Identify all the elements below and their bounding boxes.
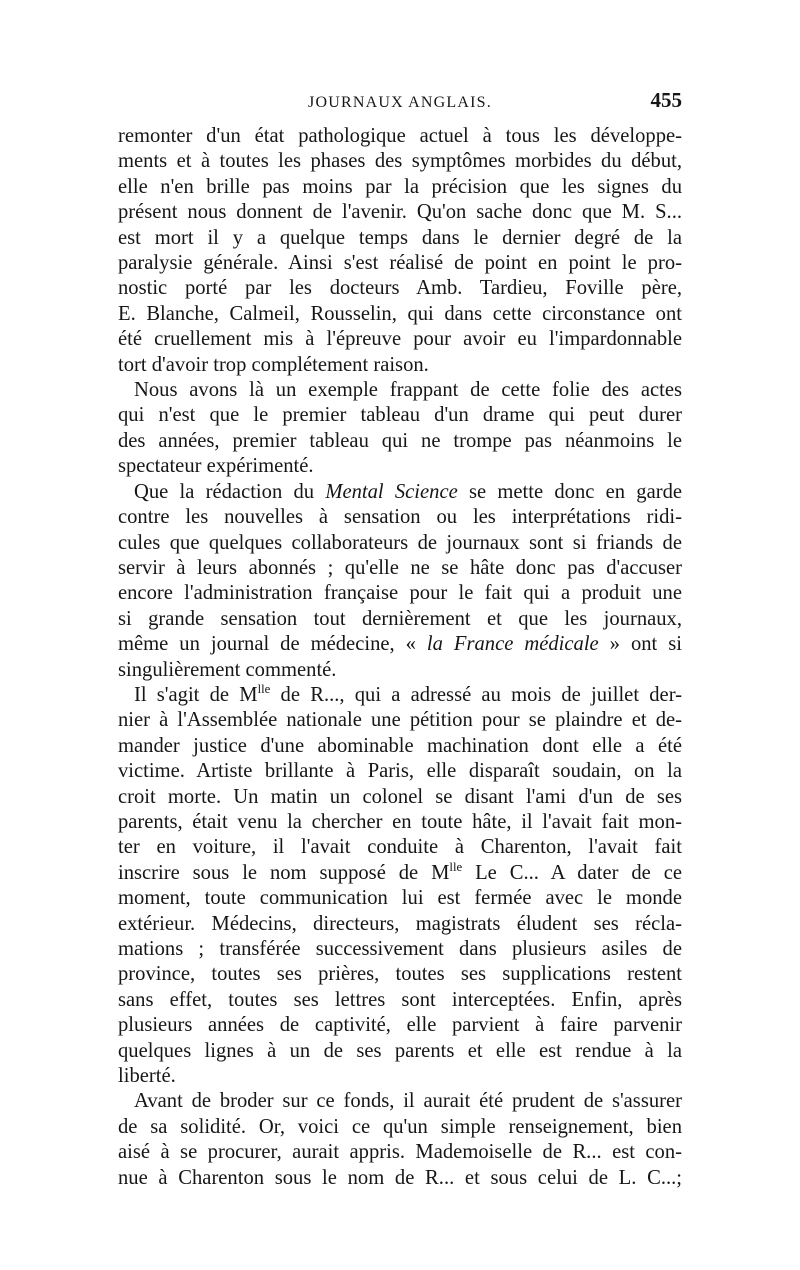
page-header bbox=[118, 88, 682, 124]
text-line: nostic porté par les docteurs Amb. Tardieu, Foville père, bbox=[118, 277, 682, 300]
text-line: contre les nouvelles à sensation ou les interprétations ridi- bbox=[118, 506, 682, 529]
text-line: croit morte. Un matin un colonel se disant l'ami d'un de ses bbox=[118, 785, 682, 808]
text-line: été cruellement mis à l'épreuve pour avoir eu l'impardonnable bbox=[118, 328, 682, 351]
text-segment: Que la rédaction du bbox=[134, 480, 326, 503]
text-line: mations ; transférée successivement dans plusieurs asiles de bbox=[118, 938, 682, 960]
text-line: liberté. bbox=[118, 1065, 176, 1088]
text-line bbox=[118, 480, 682, 505]
text-line: nier à l'Assemblée nationale une pétition pour se plaindre et de- bbox=[118, 709, 682, 732]
text-line: encore l'administration française pour le fait qui a produit une bbox=[118, 582, 682, 605]
text-line: ments et à toutes les phases des symptômes morbides du début, bbox=[118, 150, 682, 173]
text-line: spectateur expérimenté. bbox=[118, 455, 314, 478]
text-line: mander justice d'une abominable machination dont elle a été bbox=[118, 734, 682, 757]
text-line: paralysie générale. Ainsi s'est réalisé de point en point le pro- bbox=[118, 252, 682, 275]
text-line: Nous avons là un exemple frappant de cette folie des actes bbox=[134, 379, 682, 402]
text-line: qui n'est que le premier tableau d'un drame qui peut durer bbox=[118, 404, 682, 427]
text-segment: même un journal de médecine, « bbox=[118, 633, 427, 656]
text-segment: Le C... A dater de ce bbox=[462, 861, 682, 884]
text-line: aisé à se procurer, aurait appris. Mademoiselle de R... est con- bbox=[118, 1141, 682, 1164]
text-line: plusieurs années de captivité, elle parvient à faire parvenir bbox=[118, 1014, 682, 1037]
text-line: des années, premier tableau qui ne trompe pas néanmoins le bbox=[118, 429, 682, 452]
text-line: quelques lignes à un de ses parents et elle est rendue à la bbox=[118, 1039, 682, 1062]
text-line: parents, était venu la chercher en toute hâte, il l'avait fait mon- bbox=[118, 810, 682, 833]
text-line: victime. Artiste brillante à Paris, elle disparaît soudain, on la bbox=[118, 760, 682, 783]
text-line: cules que quelques collaborateurs de journaux sont si friands de bbox=[118, 531, 682, 554]
text-line: est mort il y a quelque temps dans le dernier degré de la bbox=[118, 226, 682, 249]
page-number: 455 bbox=[650, 88, 682, 112]
text-segment: » ont si bbox=[598, 633, 682, 656]
superscript: lle bbox=[257, 682, 271, 697]
text-line: présent nous donnent de l'avenir. Qu'on sache donc que M. S... bbox=[118, 201, 682, 224]
text-line: de sa solidité. Or, voici ce qu'un simple renseignement, bien bbox=[118, 1115, 682, 1138]
journal-title: la France médicale bbox=[426, 633, 599, 656]
text-line: moment, toute communication lui est fermée avec le monde bbox=[118, 887, 682, 910]
text-line bbox=[118, 632, 682, 657]
text-segment: inscrire sous le nom supposé de M bbox=[118, 861, 450, 884]
superscript: lle bbox=[449, 859, 463, 874]
text-line: servir à leurs abonnés ; qu'elle ne se hâte donc pas d'accuser bbox=[118, 556, 682, 579]
text-line: tort d'avoir trop complétement raison. bbox=[118, 353, 429, 376]
journal-title: Mental Science bbox=[325, 480, 458, 503]
text-segment: de R..., qui a adressé au mois de juillet der- bbox=[270, 683, 682, 706]
text-line: singulièrement commenté. bbox=[118, 658, 337, 681]
text-line: Avant de broder sur ce fonds, il aurait été prudent de s'assurer bbox=[134, 1090, 682, 1113]
text-line: remonter d'un état pathologique actuel à tous les développe- bbox=[118, 125, 682, 147]
text-line bbox=[118, 683, 682, 708]
text-line: province, toutes ses prières, toutes ses supplications restent bbox=[118, 963, 682, 986]
text-line: ter en voiture, il l'avait conduite à Charenton, l'avait fait bbox=[118, 836, 682, 859]
text-line: si grande sensation tout dernièrement et que les journaux, bbox=[118, 607, 682, 630]
text-line: nue à Charenton sous le nom de R... et sous celui de L. C...; bbox=[118, 1166, 682, 1189]
text-line: elle n'en brille pas moins par la précision que les signes du bbox=[118, 175, 682, 198]
text-segment: Il s'agit de M bbox=[134, 683, 258, 706]
running-head: JOURNAUX ANGLAIS. bbox=[308, 94, 492, 111]
text-line: sans effet, toutes ses lettres sont interceptées. Enfin, après bbox=[118, 988, 682, 1011]
text-line: extérieur. Médecins, directeurs, magistrats éludent ses récla- bbox=[118, 912, 682, 935]
body-text bbox=[118, 124, 682, 1191]
text-line: E. Blanche, Calmeil, Rousselin, qui dans cette circonstance ont bbox=[118, 302, 682, 325]
text-segment: se mette donc en garde bbox=[457, 480, 683, 503]
text-line bbox=[118, 861, 682, 886]
